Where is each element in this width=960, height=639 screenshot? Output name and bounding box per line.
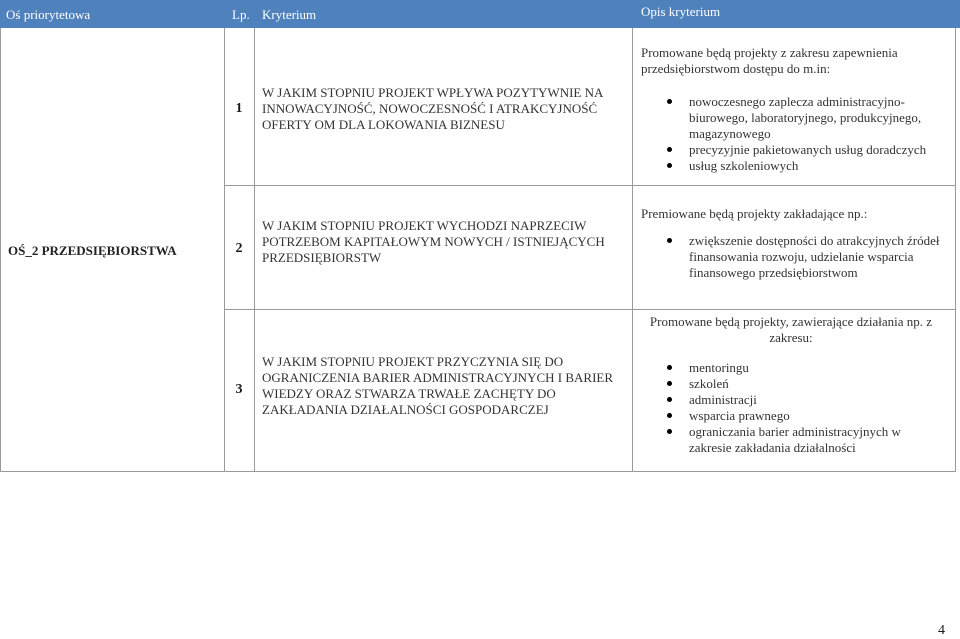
axis-label: OŚ_2 PRZEDSIĘBIORSTWA (8, 243, 177, 258)
bullet-icon (667, 163, 672, 168)
list-item: administracji (641, 392, 941, 408)
bullet-icon (667, 365, 672, 370)
description-intro: Promowane będą projekty, zawierające działania np. z zakresu: (649, 314, 933, 345)
criterion-text: W JAKIM STOPNIU PROJEKT WYCHODZI NAPRZECIW POTRZEBOM KAPITAŁOWYM NOWYCH / ISTNIEJĄCYCH PRZEDSIĘBIORSTW (262, 218, 605, 265)
criteria-list (641, 233, 941, 281)
divider (224, 185, 956, 186)
bullet-icon (667, 397, 672, 402)
divider (224, 309, 956, 310)
list-item: usług szkoleniowych (641, 158, 941, 174)
divider (254, 28, 255, 471)
description-intro: Promowane będą projekty z zakresu zapewnienia przedsiębiorstwom dostępu do m.in: (641, 45, 898, 76)
header-axis: Oś priorytetowa (6, 7, 91, 22)
divider (955, 28, 956, 471)
table-header (0, 0, 960, 28)
row-number: 3 (235, 382, 243, 397)
criterion-text: W JAKIM STOPNIU PROJEKT PRZYCZYNIA SIĘ DO OGRANICZENIA BARIER ADMINISTRACYJNYCH I BARIER WIEDZY ORAZ STWARZA TRWAŁE ZACHĘTY DO ZAKŁADANIA DZIAŁALNOŚCI GOSPODARCZEJ (262, 354, 614, 417)
criterion-text: W JAKIM STOPNIU PROJEKT WPŁYWA POZYTYWNIE NA INNOWACYJNOŚĆ, NOWOCZESNOŚĆ I ATRAKCYJNOŚĆ OFERTY OM DLA LOKOWANIA BIZNESU (262, 85, 603, 132)
bullet-icon (667, 381, 672, 386)
bullet-icon (667, 413, 672, 418)
header-description: Opis kryterium (641, 4, 721, 19)
list-item: nowoczesnego zaplecza administracyjno-biurowego, laboratoryjnego, produkcyjnego, magazynowego (641, 94, 941, 142)
row-number: 2 (235, 241, 243, 256)
list-item: ograniczania barier administracyjnych w zakresie zakładania działalności (641, 424, 941, 456)
list-item: zwiększenie dostępności do atrakcyjnych źródeł finansowania rozwoju, udzielanie wsparcia finansowego przedsiębiorstwom (641, 233, 941, 281)
criteria-list (641, 94, 941, 174)
description-intro: Premiowane będą projekty zakładające np.: (641, 206, 868, 221)
page-number: 4 (938, 623, 945, 638)
bullet-icon (667, 99, 672, 104)
bullet-icon (667, 429, 672, 434)
list-item: mentoringu (641, 360, 941, 376)
list-item: szkoleń (641, 376, 941, 392)
list-item: wsparcia prawnego (641, 408, 941, 424)
divider (0, 28, 1, 471)
divider (224, 28, 225, 471)
row-number: 1 (235, 101, 243, 116)
bullet-icon (667, 238, 672, 243)
list-item: precyzyjnie pakietowanych usług doradczych (641, 142, 941, 158)
divider (632, 28, 633, 471)
criteria-list (641, 360, 941, 456)
header-criterion: Kryterium (262, 7, 317, 22)
divider (0, 471, 956, 472)
bullet-icon (667, 147, 672, 152)
header-lp: Lp. (232, 7, 250, 22)
